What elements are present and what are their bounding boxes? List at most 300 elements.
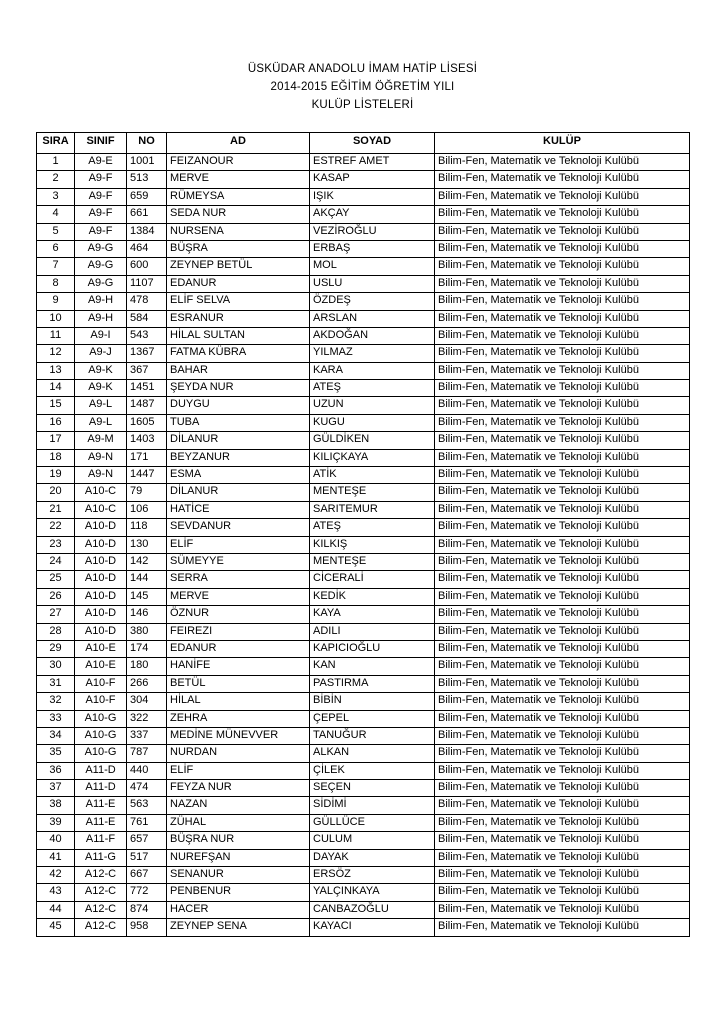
cell-no: 1107	[127, 275, 167, 292]
cell-kulup: Bilim-Fen, Matematik ve Teknoloji Kulübü	[435, 345, 690, 362]
cell-kulup: Bilim-Fen, Matematik ve Teknoloji Kulübü	[435, 240, 690, 257]
cell-soyad: ÇİLEK	[310, 762, 435, 779]
cell-sinif: A9-F	[75, 206, 127, 223]
cell-sira: 36	[37, 762, 75, 779]
cell-sinif: A11-E	[75, 797, 127, 814]
cell-no: 1487	[127, 397, 167, 414]
cell-sinif: A9-M	[75, 432, 127, 449]
cell-no: 761	[127, 814, 167, 831]
cell-no: 478	[127, 293, 167, 310]
cell-ad: DİLANUR	[167, 484, 310, 501]
header-line-school: ÜSKÜDAR ANADOLU İMAM HATİP LİSESİ	[247, 63, 478, 75]
cell-kulup: Bilim-Fen, Matematik ve Teknoloji Kulübü	[435, 675, 690, 692]
table-row	[37, 380, 690, 397]
cell-kulup: Bilim-Fen, Matematik ve Teknoloji Kulübü	[435, 884, 690, 901]
table-row	[37, 745, 690, 762]
cell-ad: ZEHRA	[167, 710, 310, 727]
table-row	[37, 310, 690, 327]
cell-soyad: MOL	[310, 258, 435, 275]
table-row	[37, 154, 690, 171]
cell-no: 337	[127, 727, 167, 744]
cell-kulup: Bilim-Fen, Matematik ve Teknoloji Kulübü	[435, 380, 690, 397]
cell-kulup: Bilim-Fen, Matematik ve Teknoloji Kulübü	[435, 814, 690, 831]
cell-no: 79	[127, 484, 167, 501]
cell-sira: 1	[37, 154, 75, 171]
cell-sira: 29	[37, 640, 75, 657]
cell-sinif: A10-D	[75, 623, 127, 640]
cell-no: 1367	[127, 345, 167, 362]
table-row	[37, 414, 690, 431]
cell-kulup: Bilim-Fen, Matematik ve Teknoloji Kulübü	[435, 588, 690, 605]
cell-kulup: Bilim-Fen, Matematik ve Teknoloji Kulübü	[435, 501, 690, 518]
cell-ad: FATMA KÜBRA	[167, 345, 310, 362]
cell-no: 464	[127, 240, 167, 257]
cell-sira: 2	[37, 171, 75, 188]
cell-ad: ZEYNEP SENA	[167, 919, 310, 936]
cell-ad: SENANUR	[167, 867, 310, 884]
cell-sinif: A9-H	[75, 310, 127, 327]
table-row	[37, 484, 690, 501]
cell-soyad: KASAP	[310, 171, 435, 188]
table-row	[37, 832, 690, 849]
cell-ad: ZEYNEP BETÜL	[167, 258, 310, 275]
cell-sira: 18	[37, 449, 75, 466]
cell-soyad: PASTIRMA	[310, 675, 435, 692]
cell-sira: 41	[37, 849, 75, 866]
cell-kulup: Bilim-Fen, Matematik ve Teknoloji Kulübü	[435, 154, 690, 171]
cell-soyad: CİCERALİ	[310, 571, 435, 588]
cell-sinif: A9-E	[75, 154, 127, 171]
cell-soyad: ATİK	[310, 467, 435, 484]
cell-sira: 44	[37, 901, 75, 918]
cell-ad: EDANUR	[167, 275, 310, 292]
table-row	[37, 327, 690, 344]
cell-soyad: KAYA	[310, 606, 435, 623]
table-row	[37, 814, 690, 831]
cell-sinif: A9-K	[75, 362, 127, 379]
cell-no: 667	[127, 867, 167, 884]
cell-ad: MERVE	[167, 588, 310, 605]
cell-soyad: BİBİN	[310, 693, 435, 710]
cell-soyad: MENTEŞE	[310, 484, 435, 501]
cell-soyad: ATEŞ	[310, 380, 435, 397]
cell-kulup: Bilim-Fen, Matematik ve Teknoloji Kulübü	[435, 919, 690, 936]
cell-sira: 6	[37, 240, 75, 257]
cell-sinif: A12-C	[75, 919, 127, 936]
table-row	[37, 553, 690, 570]
cell-no: 146	[127, 606, 167, 623]
cell-kulup: Bilim-Fen, Matematik ve Teknoloji Kulübü	[435, 849, 690, 866]
cell-soyad: YILMAZ	[310, 345, 435, 362]
table-row	[37, 658, 690, 675]
cell-no: 171	[127, 449, 167, 466]
cell-kulup: Bilim-Fen, Matematik ve Teknoloji Kulübü	[435, 710, 690, 727]
cell-kulup: Bilim-Fen, Matematik ve Teknoloji Kulübü	[435, 658, 690, 675]
cell-ad: MERVE	[167, 171, 310, 188]
cell-sinif: A9-F	[75, 223, 127, 240]
table-body	[37, 154, 690, 937]
cell-sira: 34	[37, 727, 75, 744]
cell-soyad: ATEŞ	[310, 519, 435, 536]
cell-sira: 12	[37, 345, 75, 362]
cell-ad: PENBENUR	[167, 884, 310, 901]
cell-sinif: A11-E	[75, 814, 127, 831]
cell-sinif: A9-J	[75, 345, 127, 362]
cell-sinif: A9-F	[75, 171, 127, 188]
header-line-subject: KULÜP LİSTELERİ	[311, 99, 414, 111]
table-row	[37, 640, 690, 657]
cell-soyad: KILKIŞ	[310, 536, 435, 553]
cell-sinif: A9-K	[75, 380, 127, 397]
cell-sinif: A11-D	[75, 762, 127, 779]
table-row	[37, 797, 690, 814]
cell-sinif: A12-C	[75, 884, 127, 901]
cell-ad: SEVDANUR	[167, 519, 310, 536]
table-row	[37, 258, 690, 275]
cell-no: 517	[127, 849, 167, 866]
table-row	[37, 901, 690, 918]
cell-ad: BAHAR	[167, 362, 310, 379]
cell-no: 142	[127, 553, 167, 570]
cell-soyad: KAYACI	[310, 919, 435, 936]
cell-sinif: A10-E	[75, 640, 127, 657]
cell-no: 1001	[127, 154, 167, 171]
cell-no: 145	[127, 588, 167, 605]
cell-ad: ELİF	[167, 536, 310, 553]
cell-soyad: GÜLLÜCE	[310, 814, 435, 831]
cell-ad: SERRA	[167, 571, 310, 588]
cell-sira: 11	[37, 327, 75, 344]
cell-sinif: A9-N	[75, 467, 127, 484]
cell-sinif: A9-H	[75, 293, 127, 310]
cell-no: 180	[127, 658, 167, 675]
cell-kulup: Bilim-Fen, Matematik ve Teknoloji Kulübü	[435, 293, 690, 310]
cell-sinif: A12-C	[75, 901, 127, 918]
cell-sira: 22	[37, 519, 75, 536]
cell-kulup: Bilim-Fen, Matematik ve Teknoloji Kulübü	[435, 275, 690, 292]
cell-soyad: UZUN	[310, 397, 435, 414]
cell-sinif: A9-L	[75, 397, 127, 414]
cell-no: 474	[127, 780, 167, 797]
table-row	[37, 206, 690, 223]
cell-kulup: Bilim-Fen, Matematik ve Teknoloji Kulübü	[435, 484, 690, 501]
table-row	[37, 223, 690, 240]
cell-sira: 13	[37, 362, 75, 379]
cell-no: 661	[127, 206, 167, 223]
cell-sira: 16	[37, 414, 75, 431]
cell-sinif: A11-D	[75, 780, 127, 797]
cell-sira: 15	[37, 397, 75, 414]
cell-kulup: Bilim-Fen, Matematik ve Teknoloji Kulübü	[435, 797, 690, 814]
cell-no: 600	[127, 258, 167, 275]
cell-sira: 45	[37, 919, 75, 936]
cell-sira: 27	[37, 606, 75, 623]
cell-sinif: A10-G	[75, 710, 127, 727]
cell-sinif: A12-C	[75, 867, 127, 884]
cell-soyad: SEÇEN	[310, 780, 435, 797]
cell-sinif: A9-G	[75, 275, 127, 292]
cell-sinif: A11-G	[75, 849, 127, 866]
cell-sira: 39	[37, 814, 75, 831]
cell-no: 787	[127, 745, 167, 762]
cell-sira: 30	[37, 658, 75, 675]
table-row	[37, 867, 690, 884]
cell-no: 174	[127, 640, 167, 657]
cell-ad: ESRANUR	[167, 310, 310, 327]
cell-soyad: KILIÇKAYA	[310, 449, 435, 466]
cell-sinif: A10-C	[75, 501, 127, 518]
cell-sira: 14	[37, 380, 75, 397]
cell-kulup: Bilim-Fen, Matematik ve Teknoloji Kulübü	[435, 640, 690, 657]
cell-sira: 19	[37, 467, 75, 484]
table-row	[37, 467, 690, 484]
cell-no: 543	[127, 327, 167, 344]
cell-sira: 37	[37, 780, 75, 797]
cell-no: 657	[127, 832, 167, 849]
cell-kulup: Bilim-Fen, Matematik ve Teknoloji Kulübü	[435, 693, 690, 710]
table-row	[37, 171, 690, 188]
cell-sira: 25	[37, 571, 75, 588]
table-row	[37, 884, 690, 901]
cell-sira: 10	[37, 310, 75, 327]
cell-ad: DUYGU	[167, 397, 310, 414]
cell-no: 958	[127, 919, 167, 936]
document-header	[36, 60, 689, 114]
cell-soyad: KEDİK	[310, 588, 435, 605]
table-row	[37, 727, 690, 744]
cell-kulup: Bilim-Fen, Matematik ve Teknoloji Kulübü	[435, 519, 690, 536]
cell-ad: FEIREZI	[167, 623, 310, 640]
cell-ad: ÖZNUR	[167, 606, 310, 623]
cell-sinif: A10-D	[75, 536, 127, 553]
cell-kulup: Bilim-Fen, Matematik ve Teknoloji Kulübü	[435, 206, 690, 223]
column-header-kulup: KULÜP	[435, 133, 690, 154]
cell-ad: ESMA	[167, 467, 310, 484]
cell-sira: 42	[37, 867, 75, 884]
cell-soyad: USLU	[310, 275, 435, 292]
cell-kulup: Bilim-Fen, Matematik ve Teknoloji Kulübü	[435, 188, 690, 205]
cell-kulup: Bilim-Fen, Matematik ve Teknoloji Kulübü	[435, 553, 690, 570]
cell-soyad: ÇEPEL	[310, 710, 435, 727]
cell-no: 1605	[127, 414, 167, 431]
cell-soyad: ERSÖZ	[310, 867, 435, 884]
table-row	[37, 919, 690, 936]
cell-ad: EDANUR	[167, 640, 310, 657]
cell-kulup: Bilim-Fen, Matematik ve Teknoloji Kulübü	[435, 362, 690, 379]
column-header-sinif: SINIF	[75, 133, 127, 154]
table-row	[37, 275, 690, 292]
cell-kulup: Bilim-Fen, Matematik ve Teknoloji Kulübü	[435, 867, 690, 884]
table-row	[37, 293, 690, 310]
cell-kulup: Bilim-Fen, Matematik ve Teknoloji Kulübü	[435, 780, 690, 797]
cell-kulup: Bilim-Fen, Matematik ve Teknoloji Kulübü	[435, 727, 690, 744]
cell-kulup: Bilim-Fen, Matematik ve Teknoloji Kulübü	[435, 832, 690, 849]
cell-kulup: Bilim-Fen, Matematik ve Teknoloji Kulübü	[435, 397, 690, 414]
cell-sinif: A10-G	[75, 745, 127, 762]
cell-sinif: A9-I	[75, 327, 127, 344]
cell-no: 304	[127, 693, 167, 710]
cell-sira: 28	[37, 623, 75, 640]
cell-ad: ELİF	[167, 762, 310, 779]
cell-sira: 23	[37, 536, 75, 553]
cell-kulup: Bilim-Fen, Matematik ve Teknoloji Kulübü	[435, 536, 690, 553]
cell-soyad: DAYAK	[310, 849, 435, 866]
cell-sira: 17	[37, 432, 75, 449]
cell-ad: HANİFE	[167, 658, 310, 675]
table-row	[37, 362, 690, 379]
cell-soyad: KUGU	[310, 414, 435, 431]
cell-soyad: YALÇINKAYA	[310, 884, 435, 901]
cell-ad: MEDİNE MÜNEVVER	[167, 727, 310, 744]
cell-sira: 38	[37, 797, 75, 814]
cell-kulup: Bilim-Fen, Matematik ve Teknoloji Kulübü	[435, 414, 690, 431]
cell-sinif: A10-F	[75, 675, 127, 692]
cell-ad: SÜMEYYE	[167, 553, 310, 570]
cell-ad: SEDA NUR	[167, 206, 310, 223]
cell-sinif: A9-L	[75, 414, 127, 431]
table-row	[37, 710, 690, 727]
cell-ad: DİLANUR	[167, 432, 310, 449]
cell-soyad: AKÇAY	[310, 206, 435, 223]
cell-soyad: IŞIK	[310, 188, 435, 205]
cell-kulup: Bilim-Fen, Matematik ve Teknoloji Kulübü	[435, 432, 690, 449]
cell-no: 1451	[127, 380, 167, 397]
cell-soyad: AKDOĞAN	[310, 327, 435, 344]
cell-ad: BÜŞRA NUR	[167, 832, 310, 849]
cell-soyad: ADILI	[310, 623, 435, 640]
cell-ad: HİLAL SULTAN	[167, 327, 310, 344]
cell-no: 380	[127, 623, 167, 640]
table-header-row	[37, 133, 690, 154]
cell-no: 513	[127, 171, 167, 188]
cell-soyad: ESTREF AMET	[310, 154, 435, 171]
cell-sira: 24	[37, 553, 75, 570]
table-row	[37, 623, 690, 640]
table-row	[37, 240, 690, 257]
cell-no: 772	[127, 884, 167, 901]
cell-soyad: TANUĞUR	[310, 727, 435, 744]
cell-no: 1384	[127, 223, 167, 240]
cell-ad: HACER	[167, 901, 310, 918]
table-row	[37, 780, 690, 797]
cell-soyad: MENTEŞE	[310, 553, 435, 570]
cell-soyad: GÜLDİKEN	[310, 432, 435, 449]
cell-sinif: A9-F	[75, 188, 127, 205]
cell-kulup: Bilim-Fen, Matematik ve Teknoloji Kulübü	[435, 606, 690, 623]
cell-sira: 20	[37, 484, 75, 501]
cell-ad: ZÜHAL	[167, 814, 310, 831]
table-row	[37, 345, 690, 362]
table-row	[37, 606, 690, 623]
cell-kulup: Bilim-Fen, Matematik ve Teknoloji Kulübü	[435, 467, 690, 484]
cell-sira: 35	[37, 745, 75, 762]
cell-sira: 32	[37, 693, 75, 710]
cell-kulup: Bilim-Fen, Matematik ve Teknoloji Kulübü	[435, 745, 690, 762]
table-row	[37, 675, 690, 692]
cell-soyad: VEZİROĞLU	[310, 223, 435, 240]
cell-sira: 5	[37, 223, 75, 240]
cell-sinif: A9-G	[75, 240, 127, 257]
cell-no: 367	[127, 362, 167, 379]
table-row	[37, 849, 690, 866]
cell-ad: BÜŞRA	[167, 240, 310, 257]
cell-no: 659	[127, 188, 167, 205]
cell-soyad: SARITEMUR	[310, 501, 435, 518]
cell-sinif: A9-N	[75, 449, 127, 466]
cell-kulup: Bilim-Fen, Matematik ve Teknoloji Kulübü	[435, 310, 690, 327]
cell-sinif: A10-E	[75, 658, 127, 675]
header-line-year: 2014-2015 EĞİTİM ÖĞRETİM YILI	[270, 81, 455, 93]
cell-no: 584	[127, 310, 167, 327]
cell-kulup: Bilim-Fen, Matematik ve Teknoloji Kulübü	[435, 901, 690, 918]
cell-no: 322	[127, 710, 167, 727]
cell-kulup: Bilim-Fen, Matematik ve Teknoloji Kulübü	[435, 762, 690, 779]
table-row	[37, 188, 690, 205]
cell-ad: BETÜL	[167, 675, 310, 692]
cell-sinif: A11-F	[75, 832, 127, 849]
cell-no: 130	[127, 536, 167, 553]
cell-soyad: CULUM	[310, 832, 435, 849]
cell-sinif: A10-D	[75, 606, 127, 623]
cell-no: 266	[127, 675, 167, 692]
cell-sira: 21	[37, 501, 75, 518]
cell-ad: NAZAN	[167, 797, 310, 814]
cell-kulup: Bilim-Fen, Matematik ve Teknoloji Kulübü	[435, 223, 690, 240]
cell-kulup: Bilim-Fen, Matematik ve Teknoloji Kulübü	[435, 327, 690, 344]
table-row	[37, 536, 690, 553]
cell-no: 440	[127, 762, 167, 779]
table-row	[37, 588, 690, 605]
table-row	[37, 571, 690, 588]
cell-ad: FEYZA NUR	[167, 780, 310, 797]
cell-kulup: Bilim-Fen, Matematik ve Teknoloji Kulübü	[435, 623, 690, 640]
cell-sira: 4	[37, 206, 75, 223]
cell-sinif: A10-F	[75, 693, 127, 710]
cell-soyad: CANBAZOĞLU	[310, 901, 435, 918]
cell-sira: 8	[37, 275, 75, 292]
table-row	[37, 397, 690, 414]
cell-ad: FEIZANOUR	[167, 154, 310, 171]
cell-ad: HATİCE	[167, 501, 310, 518]
table-row	[37, 762, 690, 779]
cell-sira: 40	[37, 832, 75, 849]
cell-sira: 43	[37, 884, 75, 901]
table-row	[37, 693, 690, 710]
cell-sinif: A10-D	[75, 519, 127, 536]
cell-sira: 31	[37, 675, 75, 692]
cell-sinif: A10-D	[75, 588, 127, 605]
cell-ad: NURSENA	[167, 223, 310, 240]
cell-soyad: KAN	[310, 658, 435, 675]
cell-sinif: A10-D	[75, 571, 127, 588]
cell-soyad: SİDİMİ	[310, 797, 435, 814]
table-header	[37, 133, 690, 154]
table-row	[37, 449, 690, 466]
cell-no: 563	[127, 797, 167, 814]
column-header-soyad: SOYAD	[310, 133, 435, 154]
table-row	[37, 501, 690, 518]
cell-sira: 7	[37, 258, 75, 275]
cell-kulup: Bilim-Fen, Matematik ve Teknoloji Kulübü	[435, 171, 690, 188]
cell-ad: ELİF SELVA	[167, 293, 310, 310]
cell-soyad: KARA	[310, 362, 435, 379]
table-row	[37, 519, 690, 536]
cell-ad: TUBA	[167, 414, 310, 431]
cell-ad: RÜMEYSA	[167, 188, 310, 205]
cell-soyad: ARSLAN	[310, 310, 435, 327]
cell-no: 144	[127, 571, 167, 588]
cell-sinif: A10-C	[75, 484, 127, 501]
